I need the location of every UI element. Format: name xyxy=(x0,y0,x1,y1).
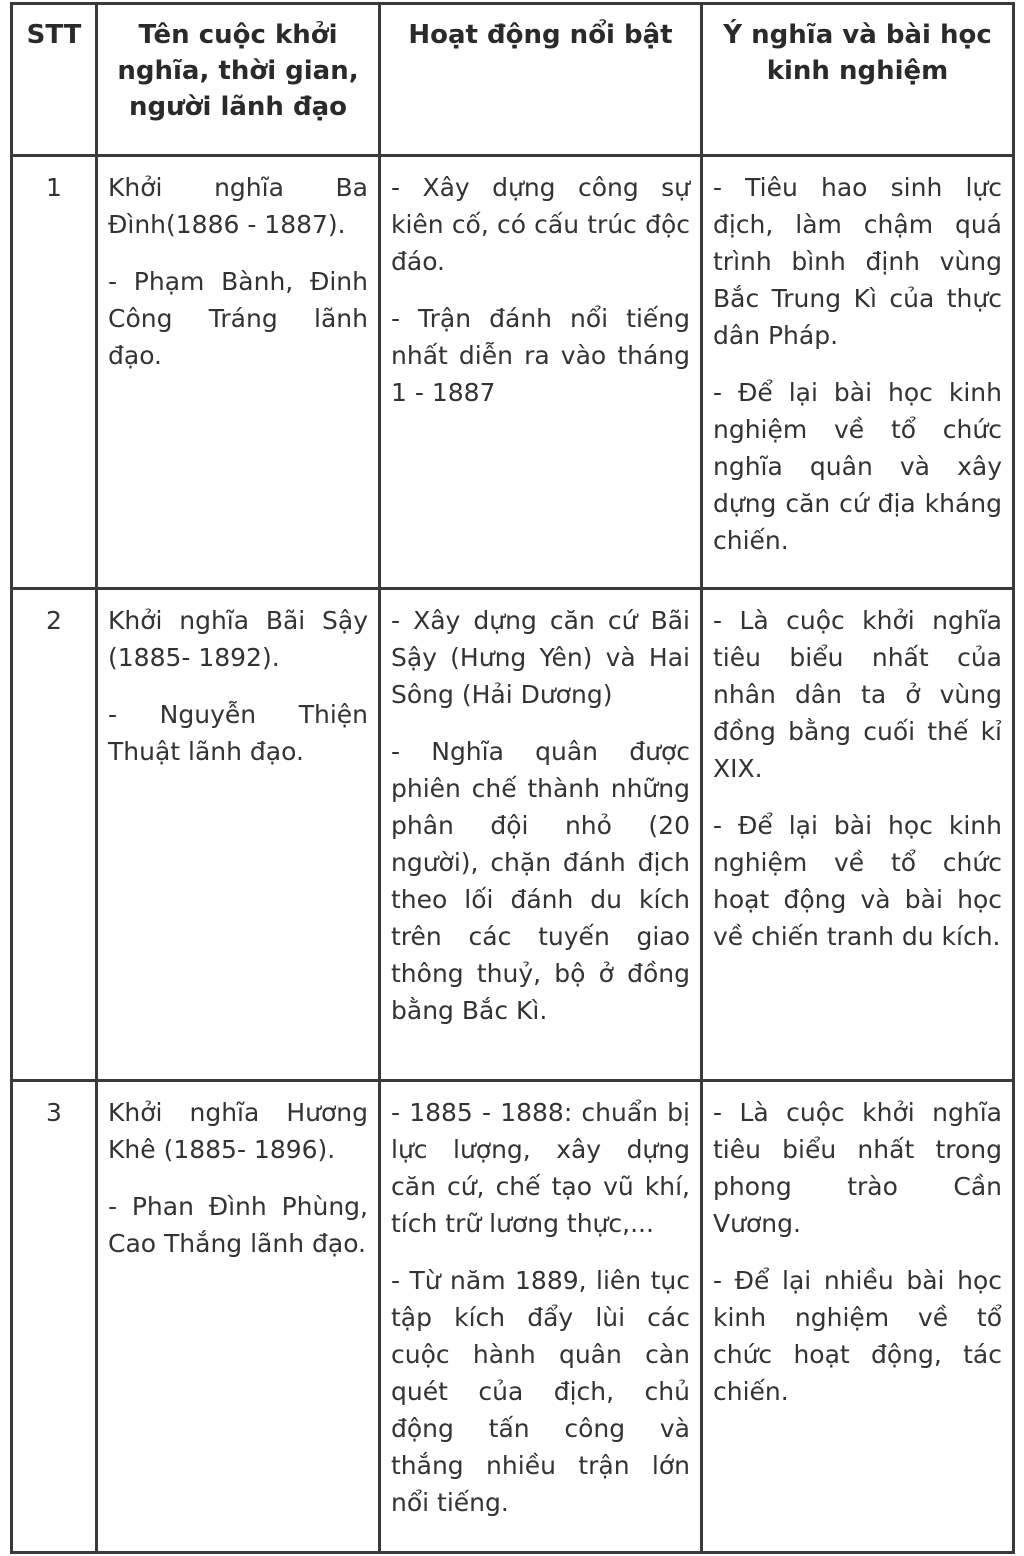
cell-paragraph: - Từ năm 1889, liên tục tập kích đẩy lùi các cuộc hành quân càn quét của địch, chủ động tấn công và thắng nhiều trận lớn nổi tiếng. xyxy=(391,1266,690,1517)
cell-stt: 2 xyxy=(12,589,97,1081)
cell-paragraph: - Nguyễn Thiện Thuật lãnh đạo. xyxy=(108,700,368,766)
cell-paragraph: - Trận đánh nổi tiếng nhất diễn ra vào tháng 1 - 1887 xyxy=(391,304,690,407)
cell-paragraph: - Tiêu hao sinh lực địch, làm chậm quá trình bình định vùng Bắc Trung Kì của thực dân Pháp. xyxy=(713,173,1002,350)
cell-meaning xyxy=(702,589,1014,1081)
cell-paragraph: - Để lại bài học kinh nghiệm về tổ chức hoạt động và bài học về chiến tranh du kích. xyxy=(713,811,1002,951)
cell-paragraph: Khởi nghĩa Ba Đình(1886 - 1887). xyxy=(108,173,368,239)
uprisings-table xyxy=(10,2,1015,1554)
cell-paragraph: - Là cuộc khởi nghĩa tiêu biểu nhất trong phong trào Cần Vương. xyxy=(713,1098,1002,1238)
table-row xyxy=(12,1081,1014,1553)
cell-activities xyxy=(380,1081,702,1553)
cell-paragraph: - Để lại bài học kinh nghiệm về tổ chức nghĩa quân và xây dựng căn cứ địa kháng chiến. xyxy=(713,378,1002,555)
cell-paragraph: Khởi nghĩa Bãi Sậy (1885- 1892). xyxy=(108,606,368,672)
cell-paragraph: - Xây dựng căn cứ Bãi Sậy (Hưng Yên) và Hai Sông (Hải Dương) xyxy=(391,606,690,709)
cell-meaning xyxy=(702,156,1014,589)
table-row xyxy=(12,589,1014,1081)
cell-paragraph: - Là cuộc khởi nghĩa tiêu biểu nhất của nhân dân ta ở vùng đồng bằng cuối thế kỉ XIX. xyxy=(713,606,1002,783)
cell-stt: 1 xyxy=(12,156,97,589)
cell-paragraph: Khởi nghĩa Hương Khê (1885- 1896). xyxy=(108,1098,368,1164)
cell-activities xyxy=(380,156,702,589)
header-activities: Hoạt động nổi bật xyxy=(380,4,702,156)
cell-paragraph: - Phạm Bành, Đinh Công Tráng lãnh đạo. xyxy=(108,267,368,370)
cell-paragraph: - Để lại nhiều bài học kinh nghiệm về tổ chức hoạt động, tác chiến. xyxy=(713,1266,1002,1406)
cell-stt: 3 xyxy=(12,1081,97,1553)
header-name: Tên cuộc khởi nghĩa, thời gian, người lãnh đạo xyxy=(97,4,380,156)
cell-activities xyxy=(380,589,702,1081)
header-meaning: Ý nghĩa và bài học kinh nghiệm xyxy=(702,4,1014,156)
cell-name xyxy=(97,589,380,1081)
cell-paragraph: - Nghĩa quân được phiên chế thành những phân đội nhỏ (20 người), chặn đánh địch theo lối đánh du kích trên các tuyến giao thông thuỷ, bộ ở đồng bằng Bắc Kì. xyxy=(391,737,690,1025)
table-header xyxy=(12,4,1014,156)
table-row xyxy=(12,156,1014,589)
cell-paragraph: - Xây dựng công sự kiên cố, có cấu trúc độc đáo. xyxy=(391,173,690,276)
cell-meaning xyxy=(702,1081,1014,1553)
cell-name xyxy=(97,1081,380,1553)
table-body xyxy=(12,156,1014,1553)
header-stt: STT xyxy=(12,4,97,156)
cell-paragraph: - Phan Đình Phùng, Cao Thắng lãnh đạo. xyxy=(108,1192,368,1258)
header-row xyxy=(12,4,1014,156)
cell-paragraph: - 1885 - 1888: chuẩn bị lực lượng, xây dựng căn cứ, chế tạo vũ khí, tích trữ lương thực,... xyxy=(391,1098,690,1238)
cell-name xyxy=(97,156,380,589)
